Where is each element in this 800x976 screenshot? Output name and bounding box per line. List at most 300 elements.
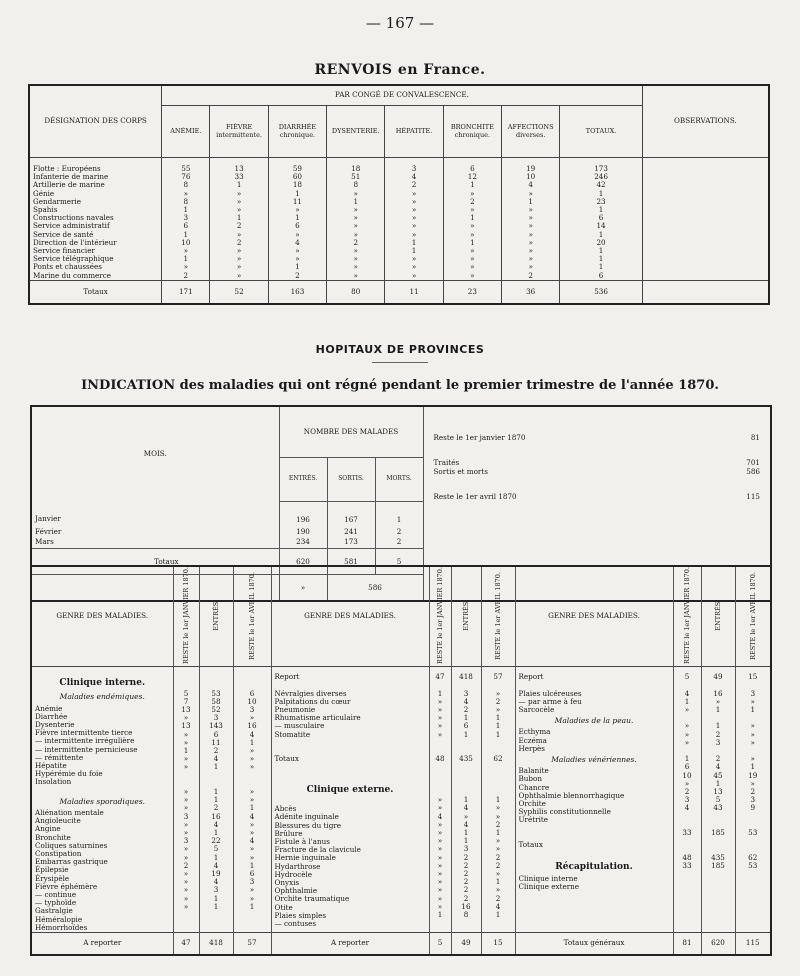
footer-label: A reporter xyxy=(31,933,173,955)
renvois-cell: » xyxy=(443,247,501,255)
renvois-total-cell: 52 xyxy=(210,280,268,304)
disease-label: — typhoïde xyxy=(35,898,77,908)
renvois-title: RENVOIS en France. xyxy=(314,62,486,78)
observations-cell xyxy=(642,231,769,239)
disease-value: 8 xyxy=(463,909,469,919)
disease-value: 19 xyxy=(211,868,221,878)
renvois-col-2: DIARRHÉE chronique. xyxy=(268,105,326,157)
renvois-cell: » xyxy=(327,263,385,271)
disease-label: Herpès xyxy=(518,743,546,753)
disease-value: » xyxy=(183,713,189,723)
disease-label: Plaies ulcéreuses xyxy=(518,688,582,698)
mois-subcol-0: ENTRÉS. xyxy=(279,457,327,501)
disease-value: 2 xyxy=(183,860,189,870)
disease-label: — intermittente pernicieuse xyxy=(35,744,138,754)
disease-value: » xyxy=(249,754,255,764)
disease-value: » xyxy=(684,704,690,714)
renvois-cell: » xyxy=(502,190,560,198)
disease-value: 22 xyxy=(211,836,221,846)
renvois-cell: 6 xyxy=(162,222,210,230)
disease-value: » xyxy=(249,844,255,854)
disease-value: 13 xyxy=(181,721,191,731)
renvois-cell: » xyxy=(210,272,268,280)
footer-value: 620 xyxy=(701,933,735,955)
disease-value: 3 xyxy=(684,795,690,805)
disease-value: 6 xyxy=(249,868,255,878)
disease-value: 2 xyxy=(684,786,690,796)
subsection-title: Maladies vénériennes. xyxy=(551,754,637,764)
renvois-row-label: Constructions navales xyxy=(33,214,114,223)
renvois-total-cell: 171 xyxy=(162,280,210,304)
observations-cell xyxy=(642,247,769,255)
disease-value: 3 xyxy=(750,688,756,698)
renvois-cell: 2 xyxy=(162,272,210,280)
disease-value: 143 xyxy=(209,721,223,731)
disease-label: Hémorrhoïdes xyxy=(35,922,88,932)
renvois-row xyxy=(29,190,769,198)
renvois-cell: 1 xyxy=(385,239,443,247)
footer-value: 15 xyxy=(481,933,515,955)
maladies-table xyxy=(30,565,772,956)
observations-cell xyxy=(642,165,769,173)
disease-value: » xyxy=(249,795,255,805)
renvois-cell: 6 xyxy=(443,165,501,173)
disease-label: Onyxis xyxy=(274,877,300,887)
disease-value: 4 xyxy=(249,811,255,821)
disease-value: » xyxy=(437,885,443,895)
disease-value: 185 xyxy=(711,860,725,870)
disease-value: 1 xyxy=(213,762,219,772)
disease-value: 1 xyxy=(715,721,721,731)
renvois-cell: 1 xyxy=(502,198,560,206)
renvois-cell: 1 xyxy=(268,263,326,271)
renvois-totaux-label: Totaux xyxy=(29,280,162,304)
disease-value: 1 xyxy=(750,704,756,714)
disease-value: 435 xyxy=(711,852,725,862)
disease-value: 4 xyxy=(249,836,255,846)
renvois-cell: 76 xyxy=(162,173,210,181)
section-title: Clinique interne. xyxy=(59,678,146,689)
mois-totaux-label: Totaux xyxy=(31,549,279,575)
renvois-cell: » xyxy=(210,231,268,239)
renvois-cell: » xyxy=(502,255,560,263)
disease-value: 2 xyxy=(463,885,469,895)
renvois-cell: 13 xyxy=(210,165,268,173)
disease-value: 4 xyxy=(437,811,443,821)
disease-value: » xyxy=(183,877,189,887)
disease-value: 1 xyxy=(463,795,469,805)
footer-value: 5 xyxy=(429,933,451,955)
month-label: Janvier xyxy=(31,501,279,528)
disease-value: 1 xyxy=(213,786,219,796)
disease-value: 1 xyxy=(437,909,443,919)
month-label: Mars xyxy=(31,538,279,548)
disease-label: Angioleucite xyxy=(35,816,81,826)
mois-total-cell: 581 xyxy=(327,549,375,575)
disease-value: » xyxy=(750,737,755,747)
renvois-cell: 10 xyxy=(162,239,210,247)
renvois-cell: 1 xyxy=(560,206,642,214)
renvois-cell: 2 xyxy=(268,272,326,280)
observations-cell xyxy=(642,206,769,214)
disease-value: 3 xyxy=(213,885,219,895)
renvois-cell: 19 xyxy=(502,165,560,173)
disease-label: — musculaire xyxy=(274,721,325,731)
disease-value: 7 xyxy=(183,696,189,706)
renvois-cell: » xyxy=(327,231,385,239)
disease-value: » xyxy=(437,868,443,878)
disease-label: Dysenterie xyxy=(35,719,75,729)
disease-label: Épilepsie xyxy=(35,865,69,875)
renvois-total-cell: 80 xyxy=(327,280,385,304)
disease-value: » xyxy=(183,893,189,903)
renvois-cell: » xyxy=(443,222,501,230)
disease-value: » xyxy=(715,696,721,706)
renvois-cell: » xyxy=(443,263,501,271)
disease-value: 13 xyxy=(713,786,723,796)
disease-value: 1 xyxy=(183,745,189,755)
renvois-cell: 20 xyxy=(560,239,642,247)
renvois-cell: » xyxy=(327,272,385,280)
renvois-row xyxy=(29,222,769,230)
section-title: Récapitulation. xyxy=(555,862,633,873)
renvois-row xyxy=(29,198,769,206)
disease-value: 6 xyxy=(684,762,690,772)
disease-value: 2 xyxy=(463,704,469,714)
disease-value: 62 xyxy=(493,754,503,764)
disease-label: Hydrocèle xyxy=(274,869,313,879)
renvois-row-label: Génie xyxy=(33,189,55,198)
observations-cell xyxy=(642,222,769,230)
renvois-cell: » xyxy=(210,247,268,255)
renvois-cell: 1 xyxy=(560,263,642,271)
renvois-total-cell: 36 xyxy=(502,280,560,304)
disease-value: 3 xyxy=(183,811,189,821)
renvois-cell: » xyxy=(443,190,501,198)
renvois-cell: 8 xyxy=(162,181,210,189)
renvois-cell: 4 xyxy=(268,239,326,247)
disease-value: » xyxy=(495,836,501,846)
disease-value: 1 xyxy=(495,721,501,731)
disease-value: 10 xyxy=(682,770,692,780)
disease-value: » xyxy=(750,721,755,731)
disease-label: Chancre xyxy=(518,782,550,792)
disease-value: 33 xyxy=(682,860,692,870)
disease-value: 1 xyxy=(715,704,721,714)
disease-value: » xyxy=(684,778,690,788)
disease-label: Plaies simples xyxy=(274,910,327,920)
disease-label: Hydarthrose xyxy=(274,861,321,871)
renvois-col-7: TOTAUX. xyxy=(560,105,642,157)
disease-label: Orchite xyxy=(518,798,546,808)
disease-value: » xyxy=(495,811,501,821)
renvois-cell: 173 xyxy=(560,165,642,173)
renvois-cell: 59 xyxy=(268,165,326,173)
disease-value: 2 xyxy=(213,745,219,755)
footer-label: Totaux généraux xyxy=(515,933,673,955)
disease-value: 2 xyxy=(463,868,469,878)
month-cell: 2 xyxy=(375,528,423,538)
renvois-cell: » xyxy=(385,198,443,206)
disease-value: 49 xyxy=(713,672,723,682)
col-genre: GENRE DES MALADIES. xyxy=(31,566,173,667)
disease-label: Névralgies diverses xyxy=(274,688,347,698)
disease-value: 48 xyxy=(682,852,692,862)
summary-row xyxy=(434,458,761,467)
disease-value: 1 xyxy=(463,713,469,723)
renvois-cell: » xyxy=(385,272,443,280)
renvois-col-6: AFFECTIONS diverses. xyxy=(502,105,560,157)
renvois-cell: 8 xyxy=(162,198,210,206)
renvois-cell: 1 xyxy=(560,247,642,255)
renvois-cell: » xyxy=(162,190,210,198)
disease-label: Coliques saturnines xyxy=(35,840,108,850)
renvois-row-label: Artillerie de marine xyxy=(33,181,105,190)
footer-value: 81 xyxy=(673,933,701,955)
month-row xyxy=(31,528,771,538)
disease-value: 53 xyxy=(211,688,221,698)
sum-b: 586 xyxy=(327,575,423,601)
disease-value: » xyxy=(437,704,443,714)
renvois-cell: 1 xyxy=(162,255,210,263)
disease-label: Balanite xyxy=(518,766,549,776)
disease-value: 16 xyxy=(247,721,257,731)
disease-label: Rhumatisme articulaire xyxy=(274,713,361,723)
disease-value: 48 xyxy=(435,754,445,764)
renvois-cell: 1 xyxy=(327,198,385,206)
renvois-cell: 55 xyxy=(162,165,210,173)
disease-value: 2 xyxy=(495,893,501,903)
disease-value: 1 xyxy=(437,688,443,698)
header-col_entres: ENTRÉS. xyxy=(212,600,220,631)
renvois-cell: » xyxy=(502,247,560,255)
disease-value: » xyxy=(495,803,501,813)
disease-label: Fièvre éphémère xyxy=(35,881,98,891)
renvois-cell: » xyxy=(385,214,443,222)
renvois-cell: 1 xyxy=(443,239,501,247)
month-cell: 2 xyxy=(375,538,423,548)
disease-value: 1 xyxy=(684,754,690,764)
disease-label: Diarrhée xyxy=(35,711,68,721)
renvois-total-cell: 163 xyxy=(268,280,326,304)
disease-value: » xyxy=(183,901,189,911)
disease-value: » xyxy=(437,860,443,870)
observations-cell xyxy=(642,272,769,280)
disease-value: » xyxy=(437,877,443,887)
renvois-row xyxy=(29,231,769,239)
renvois-row-label: Service de santé xyxy=(33,230,94,239)
disease-value: 1 xyxy=(750,762,756,772)
disease-label: — par arme à feu xyxy=(518,696,582,706)
renvois-cell: 246 xyxy=(560,173,642,181)
disease-label: Ophthalmie blennorrhagique xyxy=(518,790,625,800)
renvois-cell: 2 xyxy=(385,181,443,189)
disease-value: » xyxy=(684,721,690,731)
disease-value: 4 xyxy=(213,877,219,887)
summary-label: Reste le 1er janvier 1870 xyxy=(433,433,526,442)
renvois-cell: » xyxy=(210,190,268,198)
disease-value: 5 xyxy=(715,795,721,805)
disease-value: » xyxy=(437,819,443,829)
renvois-row-label: Flotte : Européens xyxy=(33,165,101,173)
renvois-cell: » xyxy=(502,231,560,239)
subsection-title: Maladies endémiques. xyxy=(59,692,145,702)
renvois-cell: 8 xyxy=(327,181,385,189)
footer-value: 115 xyxy=(735,933,771,955)
disease-value: 16 xyxy=(461,901,471,911)
renvois-cell: » xyxy=(502,239,560,247)
month-cell: 167 xyxy=(327,501,375,528)
month-label: Février xyxy=(31,528,279,538)
disease-value: 1 xyxy=(213,893,219,903)
disease-value: 3 xyxy=(213,713,219,723)
disease-label: Syphilis constitutionnelle xyxy=(518,807,611,817)
renvois-cell: 1 xyxy=(560,255,642,263)
disease-value: 1 xyxy=(213,827,219,837)
disease-value: » xyxy=(437,795,443,805)
disease-label: Blessures du tigre xyxy=(274,820,341,830)
disease-value: 3 xyxy=(463,844,469,854)
disease-value: 1 xyxy=(249,737,255,747)
title-rule xyxy=(372,362,428,363)
disease-value: » xyxy=(183,737,189,747)
hopitaux-subtitle: INDICATION des maladies qui ont régné pendant le premier trimestre de l'année 1870. xyxy=(81,378,719,393)
col-genre: GENRE DES MALADIES. xyxy=(515,566,673,667)
renvois-cell: » xyxy=(385,263,443,271)
disease-value: » xyxy=(437,852,443,862)
disease-value: 1 xyxy=(495,909,501,919)
month-row xyxy=(31,538,771,548)
disease-value: 9 xyxy=(750,803,756,813)
header-col_entres: ENTRÉS. xyxy=(462,600,470,631)
renvois-table xyxy=(28,84,770,305)
renvois-cell: 1 xyxy=(560,190,642,198)
disease-value: » xyxy=(437,901,443,911)
disease-label: Constipation xyxy=(35,849,82,858)
disease-value: » xyxy=(183,819,189,829)
renvois-row-label: Gendarmerie xyxy=(33,197,82,206)
renvois-row xyxy=(29,255,769,263)
disease-value: 1 xyxy=(495,795,501,805)
disease-value: 53 xyxy=(748,860,758,870)
subsection-title: Maladies de la peau. xyxy=(554,716,634,726)
renvois-cell: » xyxy=(443,272,501,280)
disease-value: 62 xyxy=(748,852,758,862)
disease-label: — contuses xyxy=(274,918,317,928)
renvois-cell: » xyxy=(162,247,210,255)
renvois-cell: » xyxy=(327,222,385,230)
renvois-row-label: Spahis xyxy=(33,206,58,215)
renvois-cell: 10 xyxy=(502,173,560,181)
disease-value: » xyxy=(495,885,501,895)
disease-value: 2 xyxy=(715,754,721,764)
disease-value: 1 xyxy=(495,729,501,739)
renvois-total-cell: 536 xyxy=(560,280,642,304)
renvois-row-label: Service télégraphique xyxy=(33,255,114,264)
disease-value: 52 xyxy=(211,704,221,714)
renvois-row xyxy=(29,173,769,181)
observations-cell xyxy=(642,198,769,206)
renvois-cell: 23 xyxy=(560,198,642,206)
month-cell: 196 xyxy=(279,501,327,528)
disease-value: 4 xyxy=(715,762,721,772)
header-col_entres: ENTRÉS. xyxy=(714,600,722,631)
renvois-cell: 2 xyxy=(327,239,385,247)
mois-total-cell: 620 xyxy=(279,549,327,575)
disease-label: Orchite traumatique xyxy=(274,894,350,904)
disease-value: » xyxy=(249,852,255,862)
disease-value: 3 xyxy=(715,737,721,747)
disease-value: » xyxy=(249,713,255,723)
renvois-cell: » xyxy=(210,206,268,214)
disease-value: » xyxy=(249,893,255,903)
renvois-cell: 1 xyxy=(443,181,501,189)
disease-label: Report xyxy=(518,672,544,682)
disease-value: 4 xyxy=(684,803,690,813)
renvois-row xyxy=(29,247,769,255)
renvois-row-label: Direction de l'intérieur xyxy=(33,238,117,247)
month-cell: 1 xyxy=(375,501,423,528)
disease-label: Embarras gastrique xyxy=(35,857,108,867)
footer-value: 47 xyxy=(173,933,199,955)
renvois-row xyxy=(29,206,769,214)
disease-value: » xyxy=(183,868,189,878)
renvois-cell: 1 xyxy=(443,214,501,222)
disease-label: Pneumonie xyxy=(274,704,316,714)
summary-label: Traités xyxy=(433,458,460,467)
disease-value: 11 xyxy=(211,737,221,747)
renvois-cell: » xyxy=(443,255,501,263)
disease-label: Sarcocèle xyxy=(518,704,555,714)
header-col_reste1: RESTE le 1er JANVIER 1870. xyxy=(683,567,691,664)
disease-label: Urétrite xyxy=(518,815,549,825)
disease-value: 6 xyxy=(213,729,219,739)
renvois-col-4: HÉPATITE. xyxy=(385,105,443,157)
disease-value: 5 xyxy=(684,672,690,682)
disease-value: 45 xyxy=(713,770,723,780)
mois-total-cell: 5 xyxy=(375,549,423,575)
observations-cell xyxy=(642,255,769,263)
disease-value: » xyxy=(684,729,690,739)
header-col_reste2: RESTE le 1er AVRIL 1870. xyxy=(748,571,757,660)
summary-row xyxy=(434,433,761,442)
disease-value: 47 xyxy=(435,672,445,682)
disease-value: 2 xyxy=(463,877,469,887)
disease-value: 1 xyxy=(249,803,255,813)
observations-cell xyxy=(642,190,769,198)
disease-label: Fracture de la clavicule xyxy=(274,845,361,855)
header-col_reste1: RESTE le 1er JANVIER 1870. xyxy=(182,567,190,664)
renvois-cell: » xyxy=(385,190,443,198)
renvois-cell: » xyxy=(210,198,268,206)
renvois-cell: 33 xyxy=(210,173,268,181)
disease-value: » xyxy=(249,819,255,829)
renvois-cell: 2 xyxy=(443,198,501,206)
summary-value: 115 xyxy=(746,492,760,501)
disease-value: » xyxy=(495,704,501,714)
renvois-cell: 6 xyxy=(560,214,642,222)
disease-value: 4 xyxy=(463,803,469,813)
disease-value: 2 xyxy=(495,852,501,862)
disease-label: Ecthyma xyxy=(518,727,551,737)
disease-value: 1 xyxy=(249,860,255,870)
renvois-cell: 1 xyxy=(162,206,210,214)
disease-value: 1 xyxy=(463,836,469,846)
disease-value: 1 xyxy=(495,877,501,887)
renvois-cell: 11 xyxy=(268,198,326,206)
renvois-cell: » xyxy=(385,206,443,214)
observations-cell xyxy=(642,239,769,247)
